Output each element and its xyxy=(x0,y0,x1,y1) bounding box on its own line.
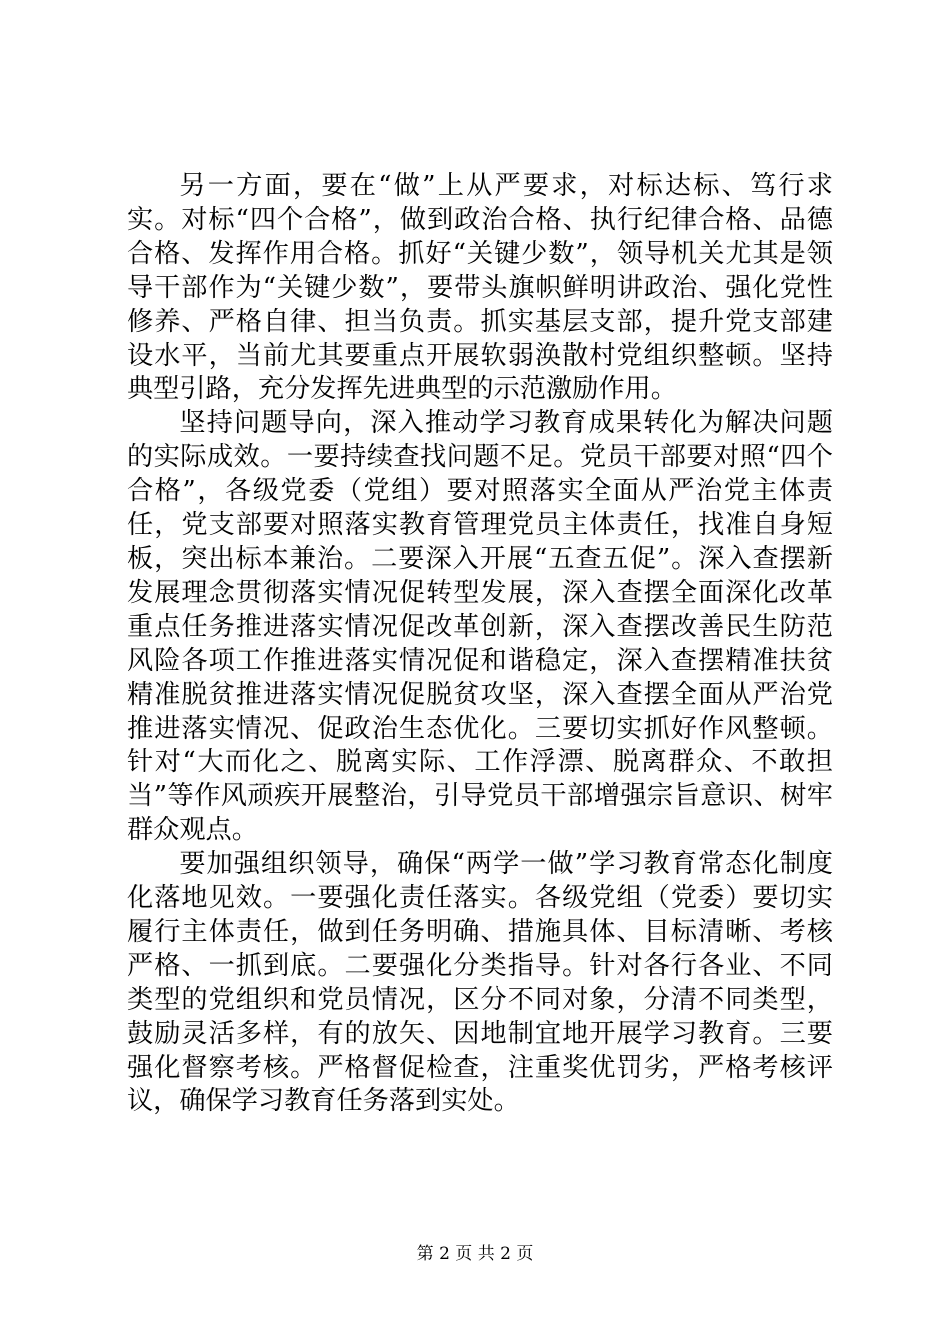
paragraph-2: 坚持问题导向，深入推动学习教育成果转化为解决问题的实际成效。一要持续查找问题不足。党员干部要对照“四个合格”，各级党委（党组）要对照落实全面从严治党主体责任，党支部要对照落实教育管理党员主体责任，找准自身短板，突出标本兼治。二要深入开展“五查五促”。深入查摆新发展理念贯彻落实情况促转型发展，深入查摆全面深化改革重点任务推进落实情况促改革创新，深入查摆改善民生防范风险各项工作推进落实情况促和谐稳定，深入查摆精准扶贫精准脱贫推进落实情况促脱贫攻坚，深入查摆全面从严治党推进落实情况、促政治生态优化。三要切实抓好作风整顿。针对“大而化之、脱离实际、工作浮漂、脱离群众、不敢担当”等作风顽疾开展整治，引导党员干部增强宗旨意识、树牢群众观点。 xyxy=(127,408,833,846)
page-footer: 第 2 页 共 2 页 xyxy=(416,1244,534,1264)
paragraph-1: 另一方面，要在“做”上从严要求，对标达标、笃行求实。对标“四个合格”，做到政治合格、执行纪律合格、品德合格、发挥作用合格。抓好“关键少数”，领导机关尤其是领导干部作为“关键少数”，要带头旗帜鲜明讲政治、强化党性修养、严格自律、担当负责。抓实基层支部，提升党支部建设水平，当前尤其要重点开展软弱涣散村党组织整顿。坚持典型引路，充分发挥先进典型的示范激励作用。 xyxy=(127,171,833,405)
paragraph-3: 要加强组织领导，确保“两学一做”学习教育常态化制度化落地见效。一要强化责任落实。各级党组（党委）要切实履行主体责任，做到任务明确、措施具体、目标清晰、考核严格、一抓到底。二要强化分类指导。针对各行各业、不同类型的党组织和党员情况，区分不同对象，分清不同类型，鼓励灵活多样，有的放矢、因地制宜地开展学习教育。三要强化督察考核。严格督促检查，注重奖优罚劣，严格考核评议，确保学习教育任务落到实处。 xyxy=(127,849,833,1117)
document-body xyxy=(127,170,833,1119)
